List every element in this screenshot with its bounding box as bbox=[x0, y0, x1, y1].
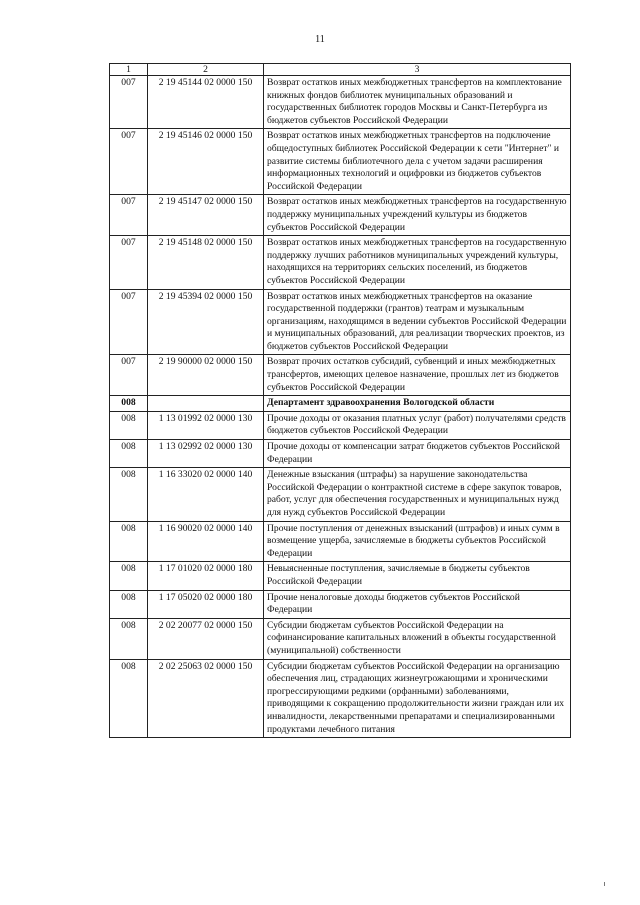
page-number: 11 bbox=[315, 34, 325, 45]
description-cell: Невыясненные поступления, зачисляемые в бюджеты субъектов Российской Федерации bbox=[264, 562, 571, 590]
admin-code-cell: 008 bbox=[110, 411, 148, 439]
margin-mark bbox=[604, 882, 605, 886]
admin-code-cell: 007 bbox=[110, 289, 148, 355]
section-row bbox=[110, 396, 571, 412]
budget-code-cell bbox=[148, 396, 264, 412]
column-header-2: 2 bbox=[148, 64, 264, 76]
admin-code-cell: 007 bbox=[110, 355, 148, 396]
table-row bbox=[110, 521, 571, 562]
budget-code-cell: 2 19 45146 02 0000 150 bbox=[148, 129, 264, 195]
budget-codes-table bbox=[109, 63, 571, 738]
description-cell: Возврат остатков иных межбюджетных трансфертов на оказание государственной поддержки (грантов) театрам и музыкальным организациям, находящимся в ведении субъектов Российской Федерации и муниципальных образований, для реализации творческих проектов, из бюджетов субъектов Российской Федерации bbox=[264, 289, 571, 355]
admin-code-cell: 008 bbox=[110, 618, 148, 659]
budget-code-cell: 2 02 25063 02 0000 150 bbox=[148, 659, 264, 738]
description-cell: Субсидии бюджетам субъектов Российской Федерации на организацию обеспечения лиц, страдающих жизнеугрожающими и хроническими прогрессирующими редкими (орфанными) заболеваниями, приводящими к сокращению продолжительности жизни граждан или их инвалидности, лекарственными препаратами и специализированными продуктами лечебного питания bbox=[264, 659, 571, 738]
admin-code-cell: 008 bbox=[110, 521, 148, 562]
admin-code-cell: 008 bbox=[110, 659, 148, 738]
budget-code-cell: 2 02 20077 02 0000 150 bbox=[148, 618, 264, 659]
table-row bbox=[110, 129, 571, 195]
budget-code-cell: 2 19 90000 02 0000 150 bbox=[148, 355, 264, 396]
budget-code-cell: 2 19 45147 02 0000 150 bbox=[148, 195, 264, 236]
admin-code-cell: 008 bbox=[110, 590, 148, 618]
table-row bbox=[110, 440, 571, 468]
table-row bbox=[110, 236, 571, 289]
admin-code-cell: 008 bbox=[110, 440, 148, 468]
table-row bbox=[110, 618, 571, 659]
description-cell: Прочие неналоговые доходы бюджетов субъектов Российской Федерации bbox=[264, 590, 571, 618]
table-row bbox=[110, 468, 571, 521]
table-row bbox=[110, 590, 571, 618]
admin-code-cell: 007 bbox=[110, 129, 148, 195]
budget-code-cell: 1 17 01020 02 0000 180 bbox=[148, 562, 264, 590]
table-row bbox=[110, 76, 571, 129]
description-cell: Возврат остатков иных межбюджетных трансфертов на государственную поддержку муниципальных учреждений культуры из бюджетов субъектов Российской Федерации bbox=[264, 195, 571, 236]
table-row bbox=[110, 195, 571, 236]
description-cell: Возврат прочих остатков субсидий, субвенций и иных межбюджетных трансфертов, имеющих целевое назначение, прошлых лет из бюджетов субъектов Российской Федерации bbox=[264, 355, 571, 396]
admin-code-cell: 007 bbox=[110, 195, 148, 236]
budget-code-cell: 2 19 45144 02 0000 150 bbox=[148, 76, 264, 129]
table-row bbox=[110, 289, 571, 355]
description-cell: Прочие поступления от денежных взысканий (штрафов) и иных сумм в возмещение ущерба, зачисляемые в бюджеты субъектов Российской Федерации bbox=[264, 521, 571, 562]
budget-code-cell: 1 16 90020 02 0000 140 bbox=[148, 521, 264, 562]
table-row bbox=[110, 355, 571, 396]
table-header-row bbox=[110, 64, 571, 76]
description-cell: Прочие доходы от компенсации затрат бюджетов субъектов Российской Федерации bbox=[264, 440, 571, 468]
description-cell: Возврат остатков иных межбюджетных трансфертов на государственную поддержку лучших работников муниципальных учреждений культуры, находящихся на территориях сельских поселений, из бюджетов субъектов Российской Федерации bbox=[264, 236, 571, 289]
table-row bbox=[110, 562, 571, 590]
budget-code-cell: 2 19 45394 02 0000 150 bbox=[148, 289, 264, 355]
column-header-3: 3 bbox=[264, 64, 571, 76]
budget-code-cell: 1 13 01992 02 0000 130 bbox=[148, 411, 264, 439]
description-cell: Возврат остатков иных межбюджетных трансфертов на подключение общедоступных библиотек Российской Федерации к сети "Интернет" и развитие системы библиотечного дела с учетом задачи расширения информационных технологий и оцифровки из бюджетов субъектов Российской Федерации bbox=[264, 129, 571, 195]
table-row bbox=[110, 411, 571, 439]
table-row bbox=[110, 659, 571, 738]
admin-code-cell: 008 bbox=[110, 396, 148, 412]
admin-code-cell: 008 bbox=[110, 562, 148, 590]
column-header-1: 1 bbox=[110, 64, 148, 76]
budget-code-cell: 1 16 33020 02 0000 140 bbox=[148, 468, 264, 521]
admin-code-cell: 007 bbox=[110, 236, 148, 289]
budget-code-cell: 1 17 05020 02 0000 180 bbox=[148, 590, 264, 618]
admin-code-cell: 007 bbox=[110, 76, 148, 129]
description-cell: Возврат остатков иных межбюджетных трансфертов на комплектование книжных фондов библиотек муниципальных образований и государственных библиотек городов Москвы и Санкт-Петербурга из бюджетов субъектов Российской Федерации bbox=[264, 76, 571, 129]
description-cell: Субсидии бюджетам субъектов Российской Федерации на софинансирование капитальных вложений в объекты государственной (муниципальной) собственности bbox=[264, 618, 571, 659]
budget-code-cell: 1 13 02992 02 0000 130 bbox=[148, 440, 264, 468]
description-cell: Денежные взыскания (штрафы) за нарушение законодательства Российской Федерации о контрактной системе в сфере закупок товаров, работ, услуг для обеспечения государственных и муниципальных нужд для нужд субъектов Российской Федерации bbox=[264, 468, 571, 521]
budget-code-cell: 2 19 45148 02 0000 150 bbox=[148, 236, 264, 289]
admin-code-cell: 008 bbox=[110, 468, 148, 521]
description-cell: Департамент здравоохранения Вологодской области bbox=[264, 396, 571, 412]
description-cell: Прочие доходы от оказания платных услуг (работ) получателями средств бюджетов субъектов Российской Федерации bbox=[264, 411, 571, 439]
